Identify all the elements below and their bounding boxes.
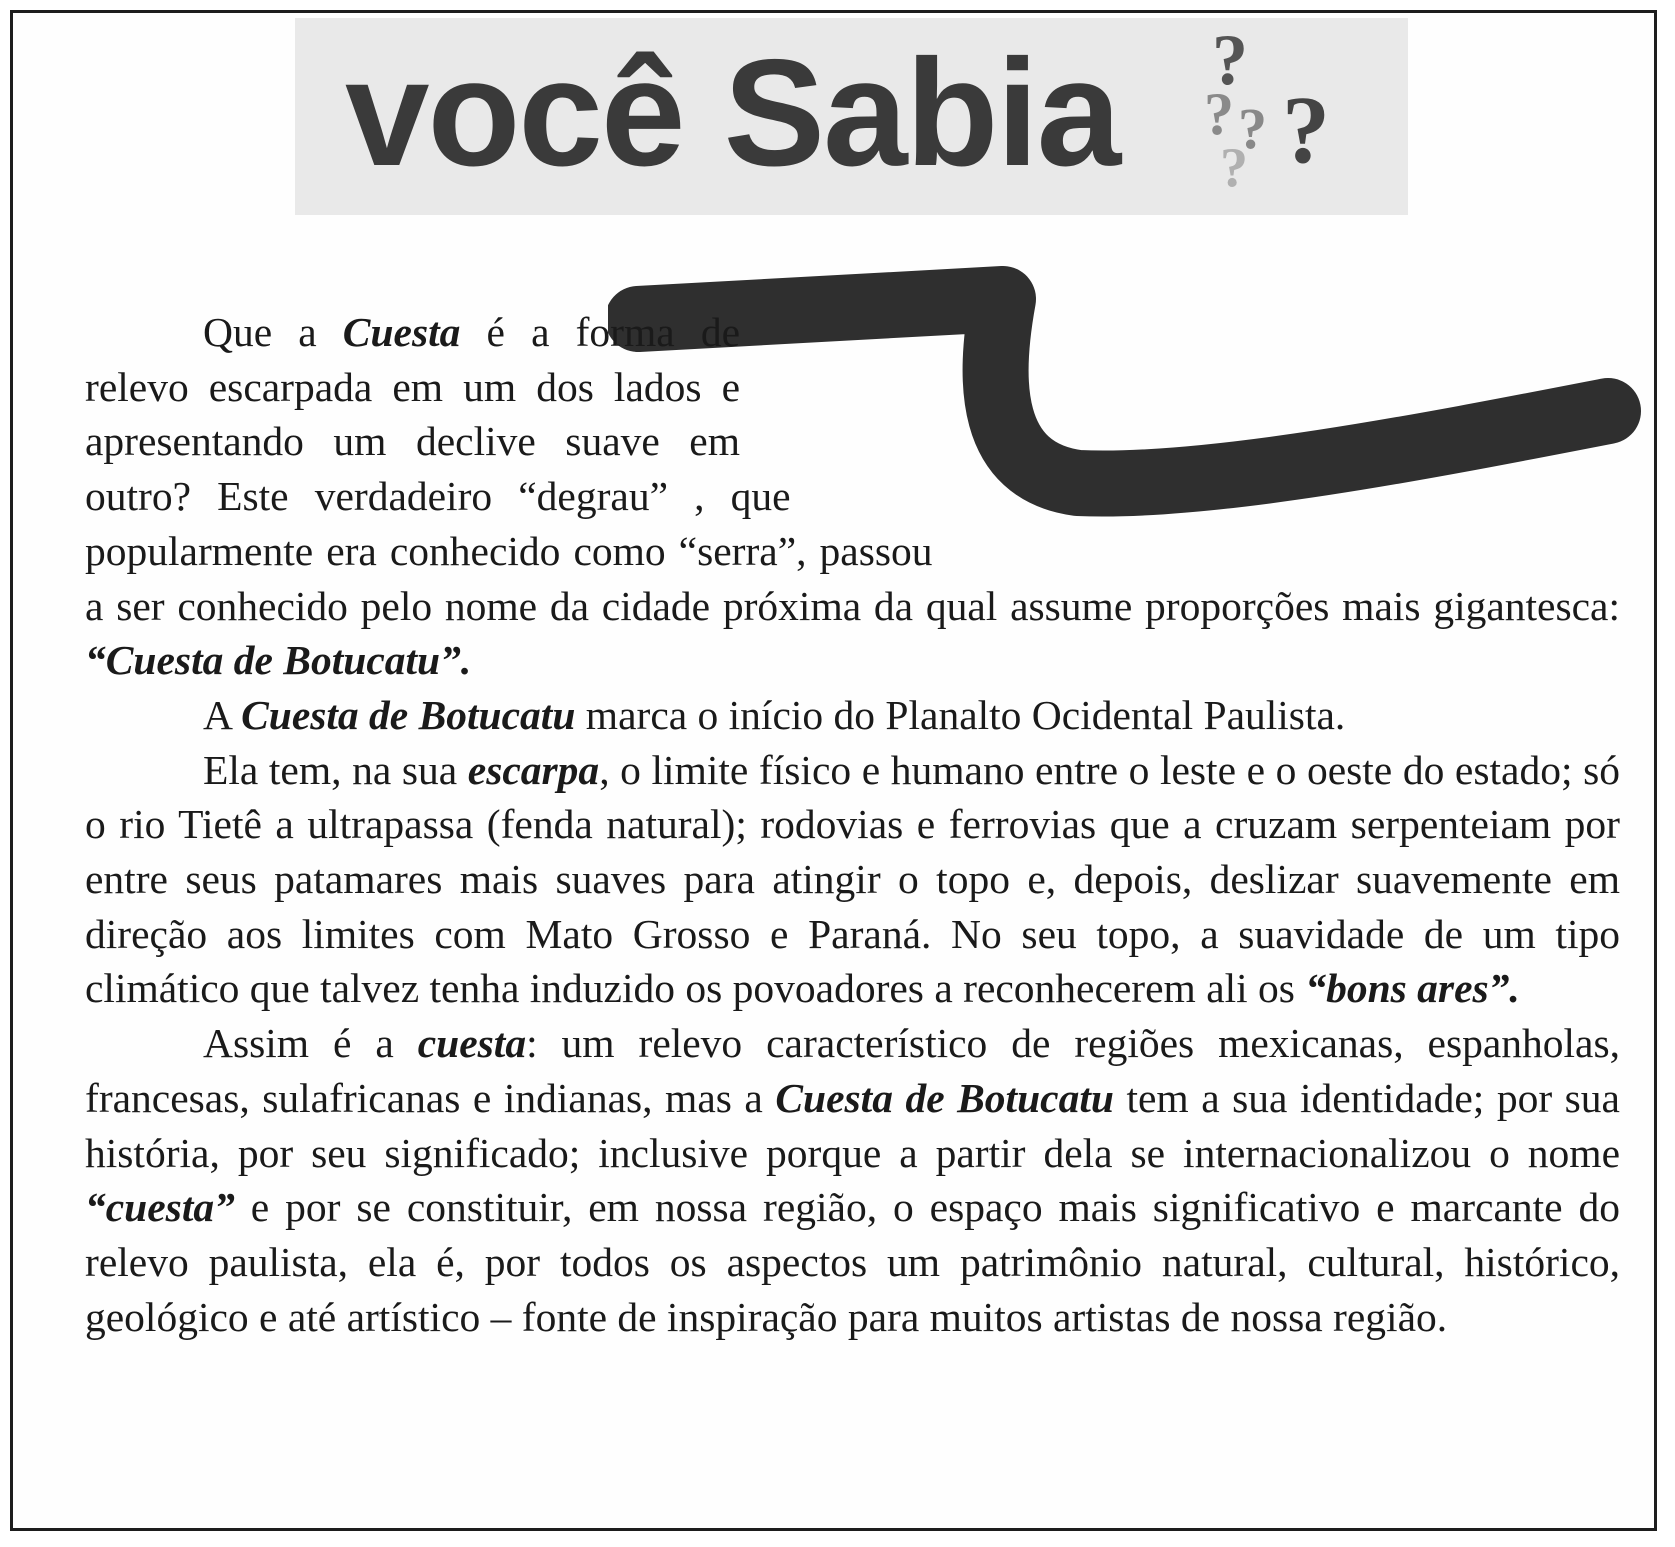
- question-mark: ?: [1220, 137, 1248, 199]
- question-marks-decoration: [1190, 18, 1410, 218]
- term-cuesta: cuesta: [417, 1020, 527, 1067]
- question-mark: ?: [1238, 96, 1267, 161]
- term-cuesta-de-botucatu: “Cuesta de Botucatu”.: [85, 637, 472, 684]
- term-cuesta: Cuesta: [342, 309, 461, 355]
- question-mark: ?: [1212, 20, 1248, 100]
- question-mark: ?: [1282, 76, 1330, 183]
- page-title: você Sabia: [345, 28, 1120, 198]
- title-banner: [295, 18, 1408, 215]
- term-cuesta-quoted: “cuesta”: [85, 1184, 235, 1231]
- paragraph-1: Que a Cuesta é a forma de relevo escarpada em um dos lados e apresentando um declive suave em outro? Este verdadeiro “degrau” , que popularmente era conhecido como “serra”, passou a ser conhecido pelo nome da cidade próxima da qual assume proporções mais gigantesca: “Cuesta de Botucatu”.: [85, 309, 1620, 684]
- term-cuesta-de-botucatu: Cuesta de Botucatu: [775, 1074, 1114, 1121]
- paragraph-3: Ela tem, na sua escarpa, o limite físico e humano entre o leste e o oeste do estado; só o rio Tietê a ultrapassa (fenda natural); rodovias e ferrovias que a cruzam serpenteiam por entre seus patamares mais suaves para atingir o topo e, depois, deslizar suavemente em direção aos limites com Mato Grosso e Paraná. No seu topo, a suavidade de um tipo climático que talvez tenha induzido os povoadores a reconhecerem ali os “bons ares”.: [85, 746, 1620, 1012]
- paragraph-2: A Cuesta de Botucatu marca o início do Planalto Ocidental Paulista.: [203, 691, 1346, 738]
- term-bons-ares: “bons ares”.: [1305, 965, 1520, 1012]
- term-cuesta-de-botucatu: Cuesta de Botucatu: [241, 691, 576, 738]
- term-escarpa: escarpa: [467, 746, 600, 793]
- paragraph-4: Assim é a cuesta: um relevo característico de regiões mexicanas, espanholas, francesas, sulafricanas e indianas, mas a Cuesta de Botucatu tem a sua identidade; por sua história, por seu significado; inclusive porque a partir dela se internacionalizou o nome “cuesta” e por se constituir, em nossa região, o espaço mais significativo e marcante do relevo paulista, ela é, por todos os aspectos um patrimônio natural, cultural, histórico, geológico e até artístico – fonte de inspiração para muitos artistas de nossa região.: [85, 1020, 1621, 1340]
- article-body: [85, 305, 1620, 1344]
- illustration-wrap-space: [740, 305, 1620, 535]
- article-frame: [10, 10, 1657, 1531]
- question-mark: ?: [1204, 81, 1234, 147]
